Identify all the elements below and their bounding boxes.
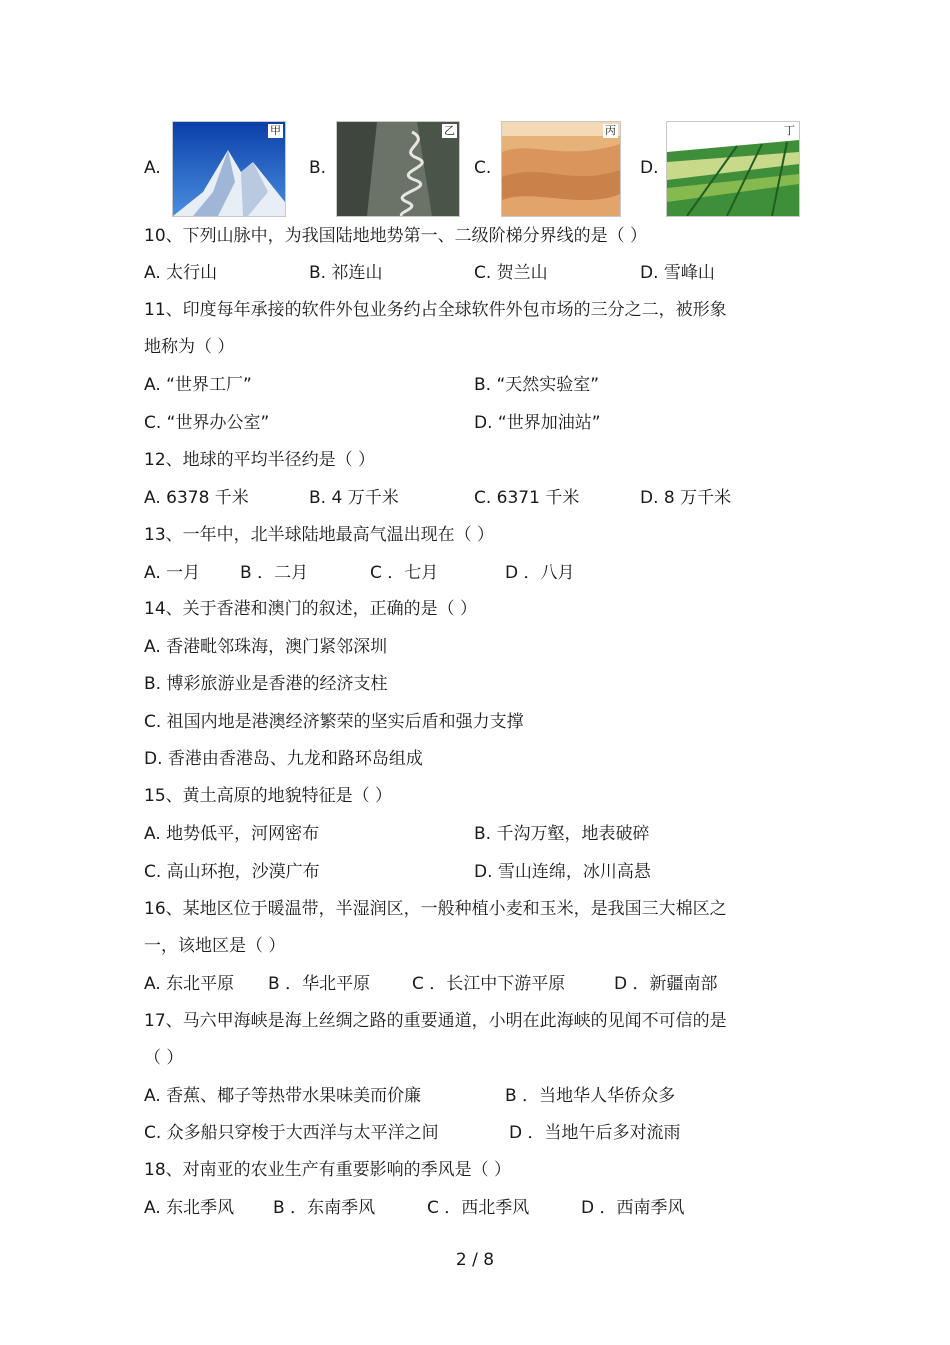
q15-option-b: B. 千沟万壑，地表破碎 xyxy=(474,824,650,844)
question-17-stem-line-1: 17、马六甲海峡是海上丝绸之路的重要通道，小明在此海峡的见闻不可信的是 xyxy=(144,1011,727,1031)
question-13-stem: 13、一年中，北半球陆地最高气温出现在（ ） xyxy=(144,525,495,545)
q13-option-d: D ．八月 xyxy=(505,563,575,583)
snow-mountain-icon xyxy=(172,121,286,217)
question-12-stem: 12、地球的平均半径约是（ ） xyxy=(144,450,376,470)
q14-option-d: D. 香港由香港岛、九龙和路环岛组成 xyxy=(144,749,423,769)
q15-option-a: A. 地势低平，河网密布 xyxy=(144,824,320,844)
q11-option-b: B. “天然实验室” xyxy=(474,375,600,395)
question-18-stem: 18、对南亚的农业生产有重要影响的季风是（ ） xyxy=(144,1160,512,1180)
question-16-stem-line-1: 16、某地区位于暖温带，半湿润区，一般种植小麦和玉米，是我国三大棉区之 xyxy=(144,899,727,919)
q12-option-d: D. 8 万千米 xyxy=(640,488,732,508)
farmland-fields-icon xyxy=(666,121,800,217)
q18-option-d: D ．西南季风 xyxy=(581,1198,685,1218)
q11-option-d: D. “世界加油站” xyxy=(474,413,601,433)
q11-option-a: A. “世界工厂” xyxy=(144,375,252,395)
q12-option-b: B. 4 万千米 xyxy=(309,488,399,508)
picture-tag: 乙 xyxy=(444,124,455,137)
q16-option-d: D ．新疆南部 xyxy=(614,974,718,994)
q18-option-b: B ．东南季风 xyxy=(273,1198,376,1218)
q15-option-c: C. 高山环抱，沙漠广布 xyxy=(144,862,320,882)
q17-option-a: A. 香蕉、椰子等热带水果味美而价廉 xyxy=(144,1086,422,1106)
q16-option-c: C ．长江中下游平原 xyxy=(412,974,566,994)
q10-option-a: A. 太行山 xyxy=(144,263,218,283)
desert-dunes-icon xyxy=(501,121,621,217)
question-14-stem: 14、关于香港和澳门的叙述，正确的是（ ） xyxy=(144,599,478,619)
picture-tag: 丁 xyxy=(784,124,795,137)
option-letter: D. xyxy=(640,158,659,178)
picture-tag: 甲 xyxy=(270,124,281,137)
option-letter: B. xyxy=(309,158,327,178)
q13-option-c: C ．七月 xyxy=(370,563,439,583)
q11-option-c: C. “世界办公室” xyxy=(144,413,270,433)
q13-option-a: A. 一月 xyxy=(144,563,201,583)
question-11-stem-line-2: 地称为（ ） xyxy=(144,337,235,357)
question-17-stem-line-2: （ ） xyxy=(144,1048,184,1068)
q17-option-b: B ．当地华人华侨众多 xyxy=(505,1086,676,1106)
picture-tag: 丙 xyxy=(605,124,616,137)
q10-option-d: D. 雪峰山 xyxy=(640,263,715,283)
picture-options-row xyxy=(0,118,950,218)
question-15-stem: 15、黄土高原的地貌特征是（ ） xyxy=(144,786,393,806)
q10-option-c: C. 贺兰山 xyxy=(474,263,548,283)
q13-option-b: B ．二月 xyxy=(240,563,309,583)
q16-option-a: A. 东北平原 xyxy=(144,974,235,994)
q18-option-c: C ．西北季风 xyxy=(427,1198,530,1218)
q17-option-c: C. 众多船只穿梭于大西洋与太平洋之间 xyxy=(144,1123,439,1143)
q16-option-b: B ．华北平原 xyxy=(268,974,371,994)
q14-option-a: A. 香港毗邻珠海，澳门紧邻深圳 xyxy=(144,637,388,657)
question-16-stem-line-2: 一，该地区是（ ） xyxy=(144,936,286,956)
page-number: 2 / 8 xyxy=(455,1250,495,1270)
q18-option-a: A. 东北季风 xyxy=(144,1198,235,1218)
winding-mountain-road-icon xyxy=(336,121,460,217)
q17-option-d: D ．当地午后多对流雨 xyxy=(509,1123,681,1143)
q12-option-c: C. 6371 千米 xyxy=(474,488,580,508)
option-letter: A. xyxy=(144,158,161,178)
question-11-stem-line-1: 11、印度每年承接的软件外包业务约占全球软件外包市场的三分之二，被形象 xyxy=(144,300,727,320)
q12-option-a: A. 6378 千米 xyxy=(144,488,249,508)
option-letter: C. xyxy=(474,158,492,178)
q10-option-b: B. 祁连山 xyxy=(309,263,383,283)
q14-option-c: C. 祖国内地是港澳经济繁荣的坚实后盾和强力支撑 xyxy=(144,712,524,732)
q14-option-b: B. 博彩旅游业是香港的经济支柱 xyxy=(144,674,388,694)
q15-option-d: D. 雪山连绵，冰川高悬 xyxy=(474,862,651,882)
question-10-stem: 10、下列山脉中，为我国陆地地势第一、二级阶梯分界线的是（ ） xyxy=(144,226,648,246)
